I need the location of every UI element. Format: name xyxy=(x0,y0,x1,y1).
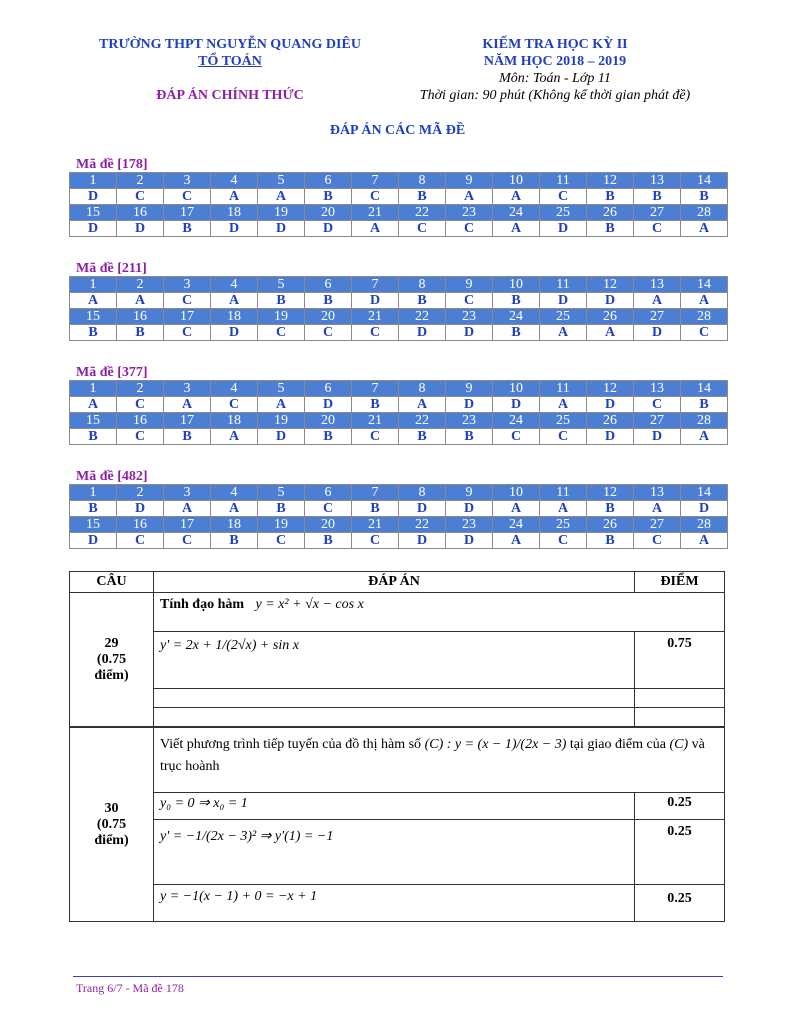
question-number-cell-10: 24 xyxy=(493,413,540,429)
question-number-cell-5: 5 xyxy=(258,173,305,189)
question-number-cell-6: 6 xyxy=(305,173,352,189)
question-29-points: (0.75 xyxy=(96,651,127,667)
code-label-482: Mã đề [482] xyxy=(76,469,148,484)
question-number-cell-2: 2 xyxy=(117,485,164,501)
question-number-cell-5: 19 xyxy=(258,517,305,533)
answer-cell-4: B xyxy=(211,533,258,549)
question-number-cell-8: 22 xyxy=(399,517,446,533)
question-number-cell-13: 27 xyxy=(634,309,681,325)
q30-score-1: 0.25 xyxy=(635,793,725,820)
question-number-cell-6: 6 xyxy=(305,381,352,397)
answer-cell-13: D xyxy=(634,429,681,445)
answer-cell-4: A xyxy=(211,501,258,517)
q30-prompt-a: Viết phương trình tiếp tuyến của đồ thị hàm số xyxy=(160,737,422,752)
answer-cell-2: C xyxy=(117,397,164,413)
answer-cell-6: D xyxy=(305,397,352,413)
group-name: TỔ TOÁN xyxy=(198,54,262,69)
question-29-points-unit: điểm) xyxy=(94,667,129,683)
answer-cell-3: C xyxy=(164,293,211,309)
answer-cell-13: A xyxy=(634,501,681,517)
question-number-cell-3: 17 xyxy=(164,413,211,429)
question-number-cell-11: 25 xyxy=(540,413,587,429)
q29-blank-row-2 xyxy=(154,708,635,728)
answer-cell-2: C xyxy=(117,189,164,205)
q30-prompt-cell xyxy=(154,727,725,793)
question-number-cell-9: 9 xyxy=(446,381,493,397)
answer-cell-1: A xyxy=(70,397,117,413)
question-number-cell-1: 15 xyxy=(70,205,117,221)
question-number-cell-9: 23 xyxy=(446,517,493,533)
question-number-cell-14: 28 xyxy=(681,413,728,429)
essay-table xyxy=(69,571,725,922)
q29-blank-score-1 xyxy=(635,689,725,708)
question-number-cell-13: 27 xyxy=(634,205,681,221)
question-number-cell-9: 23 xyxy=(446,309,493,325)
answer-cell-10: B xyxy=(493,293,540,309)
footer-divider xyxy=(73,976,723,977)
question-number-cell-8: 8 xyxy=(399,381,446,397)
answer-cell-12: D xyxy=(587,293,634,309)
answer-table-211 xyxy=(69,276,728,341)
question-number-cell-12: 12 xyxy=(587,381,634,397)
answer-table-377 xyxy=(69,380,728,445)
question-number-cell-10: 24 xyxy=(493,205,540,221)
question-number-cell-12: 12 xyxy=(587,277,634,293)
answer-cell-13: C xyxy=(634,397,681,413)
question-number-cell-7: 7 xyxy=(352,381,399,397)
answer-cell-14: B xyxy=(681,397,728,413)
answer-cell-11: C xyxy=(540,533,587,549)
question-number-cell-3: 3 xyxy=(164,381,211,397)
q30-prompt-d: và trục hoành xyxy=(160,737,705,774)
answer-cell-12: B xyxy=(587,501,634,517)
code-label-178: Mã đề [178] xyxy=(76,157,148,172)
answer-cell-4: A xyxy=(211,189,258,205)
q29-blank-row-1 xyxy=(154,689,635,708)
time-line: Thời gian: 90 phút (Không kể thời gian phát đề) xyxy=(419,88,691,103)
answer-cell-13: A xyxy=(634,293,681,309)
question-number-cell-10: 24 xyxy=(493,309,540,325)
answer-cell-8: B xyxy=(399,189,446,205)
question-number-cell-13: 13 xyxy=(634,381,681,397)
question-number-cell-3: 3 xyxy=(164,277,211,293)
question-number-cell-11: 11 xyxy=(540,485,587,501)
answer-cell-8: D xyxy=(399,501,446,517)
answer-cell-2: B xyxy=(117,325,164,341)
question-30-points: (0.75 xyxy=(96,816,127,832)
answer-cell-1: A xyxy=(70,293,117,309)
question-number-cell-9: 9 xyxy=(446,485,493,501)
answer-cell-7: D xyxy=(352,293,399,309)
question-number-cell-12: 26 xyxy=(587,413,634,429)
question-number-cell-4: 4 xyxy=(211,173,258,189)
answer-cell-12: A xyxy=(587,325,634,341)
question-number-cell-5: 5 xyxy=(258,485,305,501)
question-number-cell-1: 15 xyxy=(70,517,117,533)
question-number-cell-4: 4 xyxy=(211,485,258,501)
section-title: ĐÁP ÁN CÁC MÃ ĐỀ xyxy=(329,123,466,138)
answer-cell-5: D xyxy=(258,221,305,237)
question-number-cell-4: 4 xyxy=(211,277,258,293)
question-number-cell-14: 14 xyxy=(681,381,728,397)
col-diem: ĐIỂM xyxy=(635,572,725,593)
answer-cell-1: B xyxy=(70,501,117,517)
question-29-number: 29 xyxy=(104,635,119,651)
answer-cell-4: A xyxy=(211,429,258,445)
question-number-cell-14: 28 xyxy=(681,205,728,221)
question-number-cell-2: 16 xyxy=(117,413,164,429)
question-number-cell-7: 21 xyxy=(352,517,399,533)
answer-cell-2: D xyxy=(117,221,164,237)
answer-cell-11: D xyxy=(540,221,587,237)
answer-cell-9: D xyxy=(446,501,493,517)
question-number-cell-9: 23 xyxy=(446,413,493,429)
answer-cell-11: A xyxy=(540,397,587,413)
answer-cell-10: A xyxy=(493,533,540,549)
question-number-cell-5: 19 xyxy=(258,205,305,221)
answer-cell-11: D xyxy=(540,293,587,309)
question-number-cell-10: 10 xyxy=(493,485,540,501)
answer-cell-6: C xyxy=(305,325,352,341)
question-number-cell-2: 16 xyxy=(117,517,164,533)
answer-cell-7: C xyxy=(352,533,399,549)
q30-step-2 xyxy=(154,820,635,885)
answer-cell-4: C xyxy=(211,397,258,413)
question-number-cell-6: 20 xyxy=(305,517,352,533)
question-number-cell-11: 25 xyxy=(540,309,587,325)
answer-cell-7: B xyxy=(352,397,399,413)
q30-prompt-c: (C) xyxy=(669,737,689,752)
answer-cell-4: D xyxy=(211,221,258,237)
answer-cell-13: C xyxy=(634,533,681,549)
q29-step-1 xyxy=(154,632,635,689)
answer-cell-11: C xyxy=(540,429,587,445)
question-number-cell-8: 8 xyxy=(399,173,446,189)
official-label: ĐÁP ÁN CHÍNH THỨC xyxy=(156,88,304,103)
question-number-cell-1: 1 xyxy=(70,277,117,293)
question-number-cell-12: 26 xyxy=(587,517,634,533)
question-number-cell-14: 14 xyxy=(681,173,728,189)
code-label-377: Mã đề [377] xyxy=(76,365,148,380)
answer-cell-5: B xyxy=(258,293,305,309)
q30-step-3-text: y = −1(x − 1) + 0 = −x + 1 xyxy=(160,889,318,904)
question-number-cell-5: 5 xyxy=(258,277,305,293)
question-29-cell xyxy=(70,593,154,728)
question-number-cell-10: 10 xyxy=(493,381,540,397)
question-30-points-unit: điểm) xyxy=(94,832,129,848)
school-year: NĂM HỌC 2018 – 2019 xyxy=(483,54,627,69)
answer-cell-12: B xyxy=(587,189,634,205)
question-number-cell-11: 11 xyxy=(540,277,587,293)
answer-cell-12: B xyxy=(587,221,634,237)
question-number-cell-6: 6 xyxy=(305,277,352,293)
question-number-cell-2: 2 xyxy=(117,173,164,189)
answer-cell-10: B xyxy=(493,325,540,341)
q29-step-1-text: y' = 2x + 1/(2√x) + sin x xyxy=(160,638,299,653)
answer-cell-7: A xyxy=(352,221,399,237)
question-number-cell-5: 19 xyxy=(258,309,305,325)
answer-cell-9: A xyxy=(446,189,493,205)
q30-prompt-function: (C) : y = (x − 1)/(2x − 3) xyxy=(424,737,567,752)
answer-cell-13: D xyxy=(634,325,681,341)
question-number-cell-11: 11 xyxy=(540,381,587,397)
answer-cell-5: A xyxy=(258,397,305,413)
question-number-cell-1: 1 xyxy=(70,485,117,501)
question-number-cell-7: 7 xyxy=(352,277,399,293)
question-number-cell-1: 1 xyxy=(70,173,117,189)
answer-cell-10: A xyxy=(493,501,540,517)
question-number-cell-10: 10 xyxy=(493,173,540,189)
answer-cell-10: D xyxy=(493,397,540,413)
answer-cell-8: A xyxy=(399,397,446,413)
question-number-cell-3: 17 xyxy=(164,517,211,533)
school-name: TRƯỜNG THPT NGUYỄN QUANG DIÊU xyxy=(99,37,361,52)
answer-cell-6: B xyxy=(305,293,352,309)
question-number-cell-6: 20 xyxy=(305,309,352,325)
answer-cell-2: C xyxy=(117,429,164,445)
question-number-cell-1: 1 xyxy=(70,381,117,397)
question-number-cell-3: 3 xyxy=(164,173,211,189)
question-number-cell-2: 16 xyxy=(117,205,164,221)
question-number-cell-6: 6 xyxy=(305,485,352,501)
question-number-cell-8: 8 xyxy=(399,277,446,293)
answer-cell-8: D xyxy=(399,325,446,341)
question-number-cell-9: 23 xyxy=(446,205,493,221)
answer-cell-5: D xyxy=(258,429,305,445)
q29-prompt-cell xyxy=(154,593,725,632)
col-dapan: ĐÁP ÁN xyxy=(154,572,635,593)
answer-table-178 xyxy=(69,172,728,237)
answer-cell-10: C xyxy=(493,429,540,445)
q30-step-1 xyxy=(154,793,635,820)
answer-cell-1: D xyxy=(70,533,117,549)
q30-score-3: 0.25 xyxy=(635,885,725,922)
question-number-cell-12: 26 xyxy=(587,309,634,325)
answer-cell-10: A xyxy=(493,189,540,205)
question-number-cell-2: 2 xyxy=(117,277,164,293)
q29-function: y = x² + √x − cos x xyxy=(255,597,364,612)
answer-cell-1: B xyxy=(70,325,117,341)
answer-cell-4: D xyxy=(211,325,258,341)
answer-cell-13: B xyxy=(634,189,681,205)
answer-cell-7: B xyxy=(352,501,399,517)
answer-cell-3: B xyxy=(164,429,211,445)
answer-cell-14: A xyxy=(681,429,728,445)
question-number-cell-8: 22 xyxy=(399,205,446,221)
question-number-cell-7: 7 xyxy=(352,173,399,189)
question-number-cell-14: 14 xyxy=(681,277,728,293)
answer-cell-3: C xyxy=(164,325,211,341)
q29-prompt: Tính đạo hàm xyxy=(160,597,245,612)
answer-cell-9: C xyxy=(446,293,493,309)
answer-cell-5: B xyxy=(258,501,305,517)
answer-cell-8: D xyxy=(399,533,446,549)
question-number-cell-1: 15 xyxy=(70,413,117,429)
answer-cell-11: A xyxy=(540,501,587,517)
answer-cell-2: D xyxy=(117,501,164,517)
question-number-cell-6: 20 xyxy=(305,413,352,429)
answer-cell-9: D xyxy=(446,533,493,549)
question-number-cell-11: 25 xyxy=(540,517,587,533)
answer-cell-2: A xyxy=(117,293,164,309)
question-number-cell-13: 27 xyxy=(634,517,681,533)
col-cau: CÂU xyxy=(70,572,154,593)
question-number-cell-11: 25 xyxy=(540,205,587,221)
answer-cell-14: A xyxy=(681,533,728,549)
question-number-cell-4: 18 xyxy=(211,309,258,325)
question-number-cell-4: 18 xyxy=(211,413,258,429)
question-number-cell-1: 15 xyxy=(70,309,117,325)
answer-cell-8: C xyxy=(399,221,446,237)
question-number-cell-13: 13 xyxy=(634,277,681,293)
answer-cell-8: B xyxy=(399,429,446,445)
answer-cell-6: B xyxy=(305,429,352,445)
answer-cell-9: B xyxy=(446,429,493,445)
question-number-cell-7: 21 xyxy=(352,413,399,429)
question-number-cell-10: 10 xyxy=(493,277,540,293)
answer-cell-12: B xyxy=(587,533,634,549)
answer-cell-14: A xyxy=(681,221,728,237)
answer-cell-7: C xyxy=(352,189,399,205)
answer-cell-8: B xyxy=(399,293,446,309)
question-number-cell-14: 28 xyxy=(681,309,728,325)
answer-cell-9: D xyxy=(446,325,493,341)
answer-cell-3: B xyxy=(164,221,211,237)
question-number-cell-8: 22 xyxy=(399,413,446,429)
question-number-cell-13: 27 xyxy=(634,413,681,429)
question-number-cell-9: 9 xyxy=(446,173,493,189)
question-number-cell-8: 8 xyxy=(399,485,446,501)
question-number-cell-13: 13 xyxy=(634,173,681,189)
answer-cell-13: C xyxy=(634,221,681,237)
exam-title: KIỂM TRA HỌC KỲ II xyxy=(482,37,628,52)
answer-cell-14: A xyxy=(681,293,728,309)
question-number-cell-7: 7 xyxy=(352,485,399,501)
answer-cell-7: C xyxy=(352,325,399,341)
answer-table-482 xyxy=(69,484,728,549)
answer-cell-12: D xyxy=(587,397,634,413)
answer-cell-5: A xyxy=(258,189,305,205)
answer-cell-9: C xyxy=(446,221,493,237)
question-number-cell-12: 26 xyxy=(587,205,634,221)
answer-cell-1: B xyxy=(70,429,117,445)
answer-cell-7: C xyxy=(352,429,399,445)
answer-cell-5: C xyxy=(258,533,305,549)
question-number-cell-3: 3 xyxy=(164,485,211,501)
question-number-cell-4: 18 xyxy=(211,517,258,533)
subject-line: Môn: Toán - Lớp 11 xyxy=(499,71,611,86)
answer-cell-4: A xyxy=(211,293,258,309)
answer-cell-5: C xyxy=(258,325,305,341)
question-number-cell-12: 12 xyxy=(587,485,634,501)
question-number-cell-2: 2 xyxy=(117,381,164,397)
question-number-cell-12: 12 xyxy=(587,173,634,189)
answer-cell-3: C xyxy=(164,533,211,549)
answer-cell-12: D xyxy=(587,429,634,445)
question-number-cell-5: 19 xyxy=(258,413,305,429)
answer-cell-9: D xyxy=(446,397,493,413)
q30-step-3 xyxy=(154,885,635,922)
question-30-number: 30 xyxy=(104,800,119,816)
question-number-cell-6: 20 xyxy=(305,205,352,221)
answer-cell-6: C xyxy=(305,501,352,517)
q30-score-2: 0.25 xyxy=(635,820,725,885)
question-number-cell-2: 16 xyxy=(117,309,164,325)
question-number-cell-9: 9 xyxy=(446,277,493,293)
answer-cell-6: B xyxy=(305,533,352,549)
q30-step-2-text: y' = −1/(2x − 3)² ⇒ y'(1) = −1 xyxy=(160,829,334,844)
answer-cell-11: A xyxy=(540,325,587,341)
answer-cell-6: D xyxy=(305,221,352,237)
q29-score-1: 0.75 xyxy=(635,632,725,689)
answer-cell-14: C xyxy=(681,325,728,341)
answer-cell-1: D xyxy=(70,221,117,237)
question-number-cell-7: 21 xyxy=(352,205,399,221)
question-number-cell-3: 17 xyxy=(164,205,211,221)
question-number-cell-10: 24 xyxy=(493,517,540,533)
answer-cell-6: B xyxy=(305,189,352,205)
answer-cell-14: D xyxy=(681,501,728,517)
question-number-cell-13: 13 xyxy=(634,485,681,501)
answer-cell-1: D xyxy=(70,189,117,205)
question-number-cell-3: 17 xyxy=(164,309,211,325)
question-number-cell-11: 11 xyxy=(540,173,587,189)
question-number-cell-8: 22 xyxy=(399,309,446,325)
question-number-cell-4: 18 xyxy=(211,205,258,221)
question-number-cell-7: 21 xyxy=(352,309,399,325)
question-number-cell-5: 5 xyxy=(258,381,305,397)
q30-prompt-b: tại giao điểm của xyxy=(569,737,666,752)
page-footer: Trang 6/7 - Mã đề 178 xyxy=(76,981,184,995)
answer-cell-14: B xyxy=(681,189,728,205)
question-30-cell xyxy=(70,727,154,922)
question-number-cell-14: 14 xyxy=(681,485,728,501)
answer-cell-3: A xyxy=(164,501,211,517)
question-number-cell-14: 28 xyxy=(681,517,728,533)
code-label-211: Mã đề [211] xyxy=(76,261,147,276)
answer-cell-2: C xyxy=(117,533,164,549)
q29-blank-score-2 xyxy=(635,708,725,728)
answer-cell-10: A xyxy=(493,221,540,237)
q30-step-1-text: y₀ = 0 ⇒ x₀ = 1 xyxy=(160,796,248,811)
answer-cell-11: C xyxy=(540,189,587,205)
answer-cell-3: A xyxy=(164,397,211,413)
answer-cell-3: C xyxy=(164,189,211,205)
question-number-cell-4: 4 xyxy=(211,381,258,397)
